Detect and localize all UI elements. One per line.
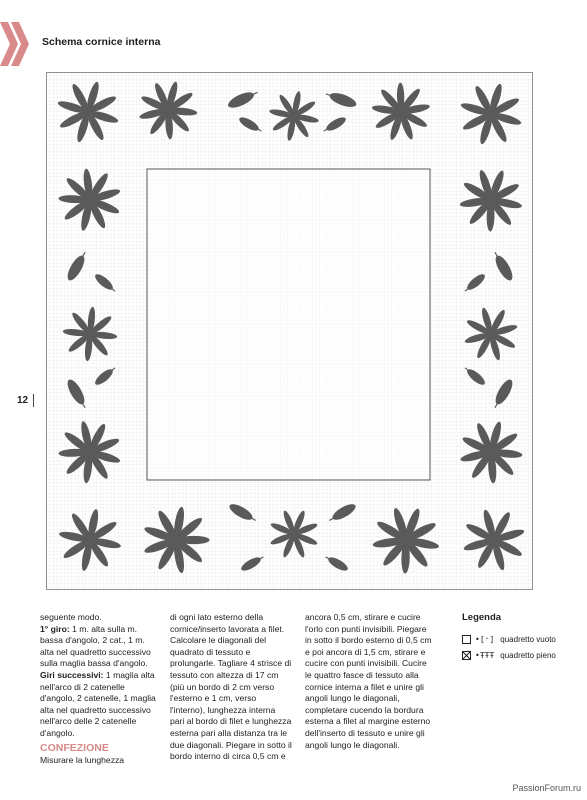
flower-center: [487, 196, 495, 204]
legend-item: [462, 631, 582, 647]
watermark: PassionForum.ru: [512, 783, 581, 793]
paragraph: di ogni lato esterno della cornice/inserto lavorata a filet. Calcolare le diagonali del quadrato di tessuto e prolungarle. Tagliare 4 strisce di tessuto con altezza di 17 cm (più un bordo di 2 cm verso l'esterno e 1 cm, verso l'interno), lunghezza interna pari al bordo di filet e lunghezza esterna pari alla distanza tra le due diagonali. Piegare in sotto il bordo interno di circa 0,5 cm e: [170, 612, 292, 762]
flower-center: [164, 106, 172, 114]
flower-center: [291, 113, 298, 120]
flower-center: [487, 448, 495, 456]
filet-chart: [46, 72, 533, 590]
flower-center: [397, 108, 405, 116]
flower-center: [86, 448, 94, 456]
legend-symbol: •[⁺]: [475, 634, 495, 644]
flower-center: [86, 196, 94, 204]
legend: [462, 612, 582, 663]
paragraph: Misurare la lunghezza: [40, 754, 125, 765]
inner-grid: [147, 169, 430, 480]
chevron-decoration-icon: [0, 22, 36, 66]
next-rounds-text: 1 maglia alta nell'arco di 2 catenelle d'angolo, 2 catenelle, 1 maglia alta nel quadretto successivo nell'arco delle 2 catenelle d'angolo.: [40, 669, 156, 738]
flower-center: [490, 536, 498, 544]
paragraph: ancora 0,5 cm, stirare e cucire l'orlo con punti invisibili. Piegare in sotto il bordo esterno di 0,5 cm e poi ancora di 1,5 cm, stirare e cucire con punti invisibili. Cucire le quattro fasce di tessuto alla cornice interna a filet e unire gli angoli lungo le diagonali, completare cucendo la bordura esterna a filet al margine esterno dell'inserto di tessuto e unire gli angoli lungo le diagonali.: [305, 612, 432, 750]
paragraph: [40, 624, 158, 670]
round-1-text: 1 m. alta sulla m. bassa d'angolo, 2 cat., 1 m. alta nel quadretto successivo sulla maglia bassa d'angolo.: [40, 623, 151, 669]
legend-label: quadretto vuoto: [500, 634, 556, 644]
flower-center: [172, 536, 181, 545]
page-number: 12: [17, 395, 29, 406]
crossed-square-icon: [462, 651, 471, 660]
page-title: Schema cornice interna: [42, 36, 161, 48]
legend-title: Legenda: [462, 612, 502, 623]
legend-item: [462, 647, 582, 663]
flower-center: [86, 330, 93, 337]
next-rounds-label: Giri successivi:: [40, 669, 104, 680]
round-1-label: 1° giro:: [40, 623, 70, 634]
flower-center: [487, 330, 494, 337]
empty-square-icon: [462, 635, 471, 644]
text-column-2: [170, 612, 292, 763]
flower-center: [402, 536, 411, 545]
text-column-1: [40, 612, 158, 766]
flower-center: [291, 531, 298, 538]
text-column-3: [305, 612, 435, 751]
flower-center: [86, 536, 94, 544]
flower-center: [84, 108, 92, 116]
legend-symbol: •ŦŦŦ: [475, 650, 495, 660]
flower-center: [487, 110, 495, 118]
page-number-divider: [33, 394, 34, 407]
paragraph: [40, 670, 158, 740]
confezione-heading: CONFEZIONE: [40, 741, 109, 754]
paragraph: seguente modo.: [40, 612, 102, 622]
legend-label: quadretto pieno: [500, 650, 556, 660]
